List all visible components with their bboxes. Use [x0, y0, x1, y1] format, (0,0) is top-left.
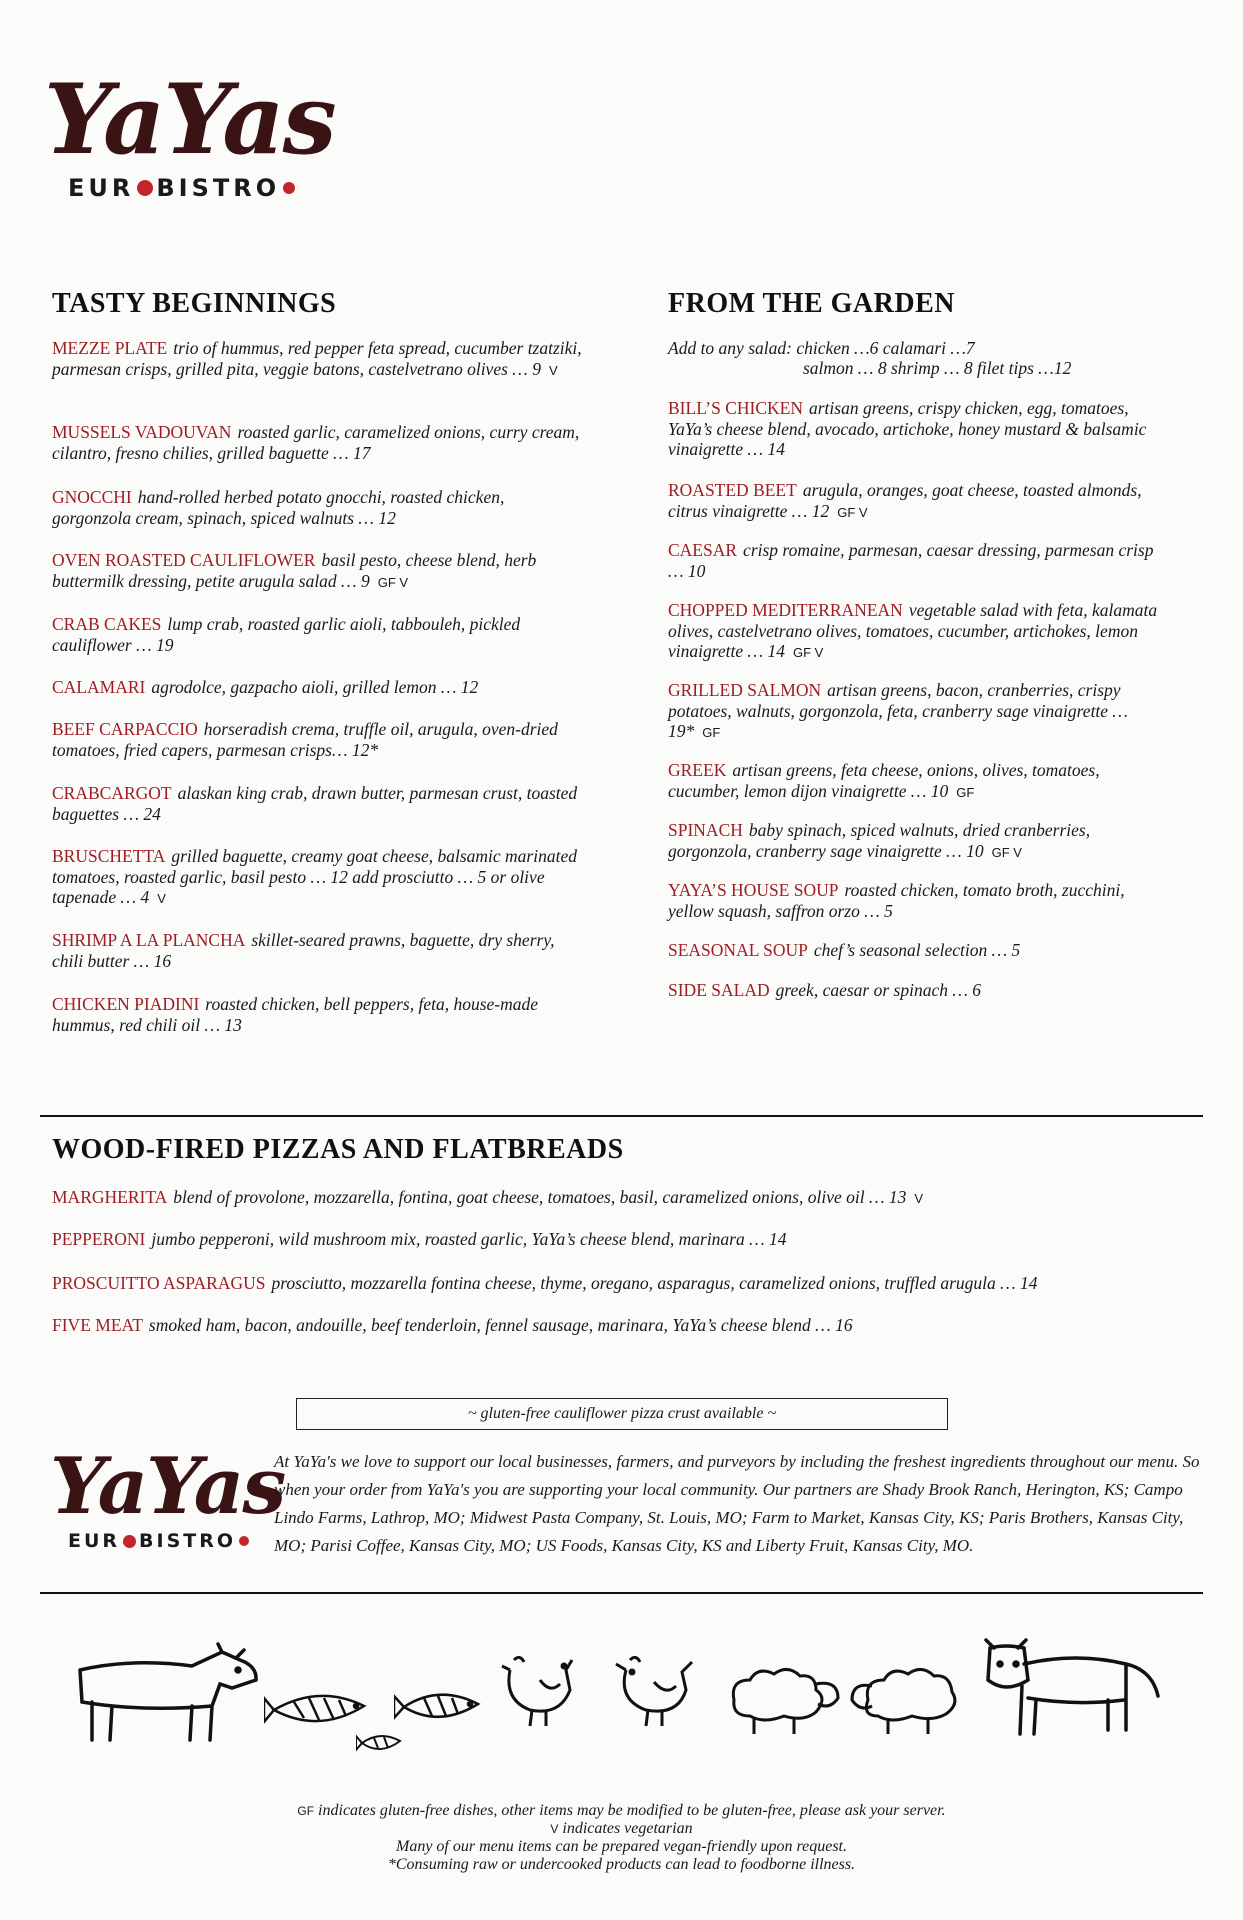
menu-item [52, 930, 582, 971]
v-tag: V [550, 1822, 559, 1836]
section-title-tasty: TASTY BEGINNINGS [52, 288, 337, 319]
cow-icon [976, 1630, 1176, 1750]
menu-item-description: alaskan king crab, drawn butter, parmesan crust, toasted baguettes … 24 [52, 783, 578, 824]
menu-item [668, 398, 1173, 460]
diet-tag: GF V [991, 844, 1022, 860]
menu-item [52, 338, 582, 381]
menu-item-description: artisan greens, bacon, cranberries, crispy potatoes, walnuts, gorgonzola, feta, cranberry sage vinaigrette … 19* [668, 680, 1128, 741]
menu-item-description: chef’s seasonal selection … 5 [813, 940, 1021, 960]
chicken-icon [612, 1650, 702, 1730]
diet-tag: GF V [837, 504, 868, 520]
menu-item-name: SHRIMP A LA PLANCHA [52, 930, 246, 950]
logo-subtitle-small: EUR BISTRO [68, 1530, 284, 1552]
footer-raw-warning: *Consuming raw or undercooked products can lead to foodborne illness. [387, 1856, 856, 1873]
menu-item-name: CHOPPED MEDITERRANEAN [668, 600, 903, 620]
menu-item-description: trio of hummus, red pepper feta spread, cucumber tzatziki, parmesan crisps, grilled pita, veggie batons, castelvetrano olives … 9 [52, 338, 582, 379]
salad-addon-line2: salmon … 8 shrimp … 8 filet tips …12 [803, 358, 1072, 378]
menu-item-description: roasted chicken, tomato broth, zucchini, yellow squash, saffron orzo … 5 [668, 880, 1125, 921]
menu-item-name: PROSCUITTO ASPARAGUS [52, 1273, 266, 1293]
menu-item-name: CHICKEN PIADINI [52, 994, 200, 1014]
menu-item-description: arugula, oranges, goat cheese, toasted almonds, citrus vinaigrette … 12 [668, 480, 1142, 521]
partners-text: At YaYa's we love to support our local businesses, farmers, and purveyors by including the freshest ingredients throughout our menu. So when your order from YaYa's you are supporting your local community. Our partners are Shady Brook Ranch, Herington, KS; Campo Lindo Farms, Lathrop, MO; Midwest Pasta Company, St. Louis, MO; Farm to Market, Kansas City, KS; Paris Brothers, Kansas City, MO; Parisi Coffee, Kansas City, MO; US Foods, Kansas City, KS and Liberty Fruit, Kansas City, MO. [274, 1452, 1200, 1555]
menu-item-description: jumbo pepperoni, wild mushroom mix, roasted garlic, YaYa’s cheese blend, marinara … 14 [151, 1229, 787, 1249]
menu-item-description: horseradish crema, truffle oil, arugula, oven-dried tomatoes, fried capers, parmesan crisps… 12* [52, 719, 558, 760]
menu-item-name: FIVE MEAT [52, 1315, 143, 1335]
menu-item [668, 820, 1173, 863]
menu-item [668, 480, 1173, 523]
menu-item-description: blend of provolone, mozzarella, fontina, goat cheese, tomatoes, basil, caramelized onions, olive oil … 13 [173, 1187, 907, 1207]
menu-item-description: lump crab, roasted garlic aioli, tabbouleh, pickled cauliflower … 19 [52, 614, 521, 655]
menu-item-description: hand-rolled herbed potato gnocchi, roasted chicken, gorgonzola cream, spinach, spiced walnuts … 12 [52, 487, 505, 528]
menu-item-description: baby spinach, spiced walnuts, dried cranberries, gorgonzola, cranberry sage vinaigrette … 10 [668, 820, 1091, 861]
gf-tag: GF [297, 1804, 315, 1818]
menu-item [52, 1187, 1202, 1210]
diet-tag: GF V [377, 574, 409, 590]
menu-item-name: ROASTED BEET [668, 480, 797, 500]
menu-item-name: BEEF CARPACCIO [52, 719, 198, 739]
menu-item [668, 940, 1173, 961]
menu-item-name: BRUSCHETTA [52, 846, 166, 866]
diet-tag: GF [956, 784, 975, 800]
menu-item-description: roasted garlic, caramelized onions, curry cream, cilantro, fresno chilies, grilled baguette … 17 [52, 422, 580, 463]
logo-dot-icon [283, 182, 295, 194]
menu-item-name: SIDE SALAD [668, 980, 770, 1000]
menu-item [668, 680, 1173, 744]
section-title-garden: FROM THE GARDEN [668, 288, 955, 319]
menu-item [668, 880, 1173, 921]
footer-v-line: V indicates vegetarian [550, 1820, 693, 1837]
diet-tag: V [157, 891, 166, 906]
diet-tag: V [914, 1191, 924, 1206]
menu-item-name: SEASONAL SOUP [668, 940, 808, 960]
diet-tag: GF V [792, 645, 824, 660]
menu-item-description: artisan greens, crispy chicken, egg, tomatoes, YaYa’s cheese blend, avocado, artichoke, honey mustard & balsamic vinaigrette … 14 [668, 398, 1147, 459]
menu-item-description: artisan greens, feta cheese, onions, olives, tomatoes, cucumber, lemon dijon vinaigrette … 10 [668, 760, 1100, 801]
menu-item-description: skillet-seared prawns, baguette, dry sherry, chili butter … 16 [52, 930, 555, 971]
menu-item-description: prosciutto, mozzarella fontina cheese, thyme, oregano, asparagus, caramelized onions, truffled arugula … 14 [271, 1273, 1038, 1293]
menu-item-name: BILL’S CHICKEN [668, 398, 803, 418]
cow-icon [72, 1640, 262, 1750]
menu-item-description: greek, caesar or spinach … 6 [775, 980, 982, 1000]
divider [40, 1115, 1203, 1117]
menu-item [52, 1229, 1202, 1250]
sheep-icon [848, 1660, 968, 1740]
menu-item-name: CALAMARI [52, 677, 146, 697]
menu-item-name: YAYA’S HOUSE SOUP [668, 880, 839, 900]
menu-item [52, 994, 582, 1035]
brand-logo-small [50, 1441, 285, 1552]
logo-dot-icon [137, 180, 153, 196]
divider [40, 1592, 1203, 1594]
menu-item-description: vegetable salad with feta, kalamata olives, castelvetrano olives, tomatoes, cucumber, artichokes, lemon vinaigrette … 14 [668, 600, 1158, 661]
section-title-pizzas: WOOD-FIRED PIZZAS AND FLATBREADS [52, 1134, 624, 1165]
menu-item [668, 760, 1173, 803]
fish-icon [356, 1728, 406, 1758]
menu-item-name: PEPPERONI [52, 1229, 146, 1249]
salad-addon-line1: Add to any salad: chicken …6 calamari …7 [668, 338, 975, 358]
menu-item-description: agrodolce, gazpacho aioli, grilled lemon … 12 [151, 677, 479, 697]
menu-item-description: roasted chicken, bell peppers, feta, house-made hummus, red chili oil … 13 [52, 994, 539, 1035]
menu-item-name: CRABCARGOT [52, 783, 172, 803]
footer-gf-line: GF indicates gluten-free dishes, other items may be modified to be gluten-free, please ask your server. [297, 1802, 946, 1819]
menu-item [668, 600, 1173, 664]
footer-vegan-line: Many of our menu items can be prepared vegan-friendly upon request. [395, 1838, 847, 1855]
menu-item [52, 550, 582, 593]
menu-item-name: SPINACH [668, 820, 743, 840]
menu-item [52, 614, 582, 655]
menu-item [52, 846, 582, 910]
menu-item-name: OVEN ROASTED CAULIFLOWER [52, 550, 316, 570]
menu-item-description: smoked ham, bacon, andouille, beef tenderloin, fennel sausage, marinara, YaYa’s cheese blend … 16 [148, 1315, 853, 1335]
diet-tag: V [548, 362, 558, 378]
sheep-icon [724, 1660, 844, 1740]
menu-item-name: MEZZE PLATE [52, 338, 168, 358]
menu-item [52, 783, 582, 824]
menu-item [52, 1315, 1202, 1336]
brand-logo [44, 63, 335, 202]
menu-item-name: GREEK [668, 760, 727, 780]
fish-icon [394, 1682, 494, 1732]
menu-item-name: CAESAR [668, 540, 738, 560]
gf-crust-note: ~ gluten-free cauliflower pizza crust available ~ [296, 1398, 948, 1430]
menu-item-description: grilled baguette, creamy goat cheese, balsamic marinated tomatoes, roasted garlic, basil pesto … 12 add prosciutto … 5 or olive tapenade … 4 [52, 846, 577, 907]
menu-item [52, 677, 582, 698]
menu-item [52, 1273, 1202, 1294]
menu-item-name: GRILLED SALMON [668, 680, 822, 700]
menu-item [668, 540, 1173, 581]
menu-item-description: crisp romaine, parmesan, caesar dressing, parmesan crisp … 10 [668, 540, 1154, 581]
chicken-icon [500, 1650, 584, 1730]
menu-item-name: GNOCCHI [52, 487, 132, 507]
menu-item [52, 487, 582, 528]
logo-dot-icon [123, 1535, 136, 1548]
logo-wordmark-small: YaYas [50, 1441, 285, 1532]
menu-item-description: basil pesto, cheese blend, herb buttermilk dressing, petite arugula salad … 9 [52, 550, 537, 591]
menu-item-name: CRAB CAKES [52, 614, 162, 634]
menu-item [52, 719, 582, 760]
logo-wordmark: YaYas [44, 63, 335, 176]
menu-item-name: MUSSELS VADOUVAN [52, 422, 232, 442]
logo-dot-icon [239, 1536, 249, 1546]
diet-tag: GF [702, 725, 721, 740]
logo-subtitle: EUR BISTRO [68, 174, 335, 202]
menu-item-name: MARGHERITA [52, 1187, 168, 1207]
menu-item [668, 980, 1173, 1001]
menu-item [52, 422, 582, 463]
